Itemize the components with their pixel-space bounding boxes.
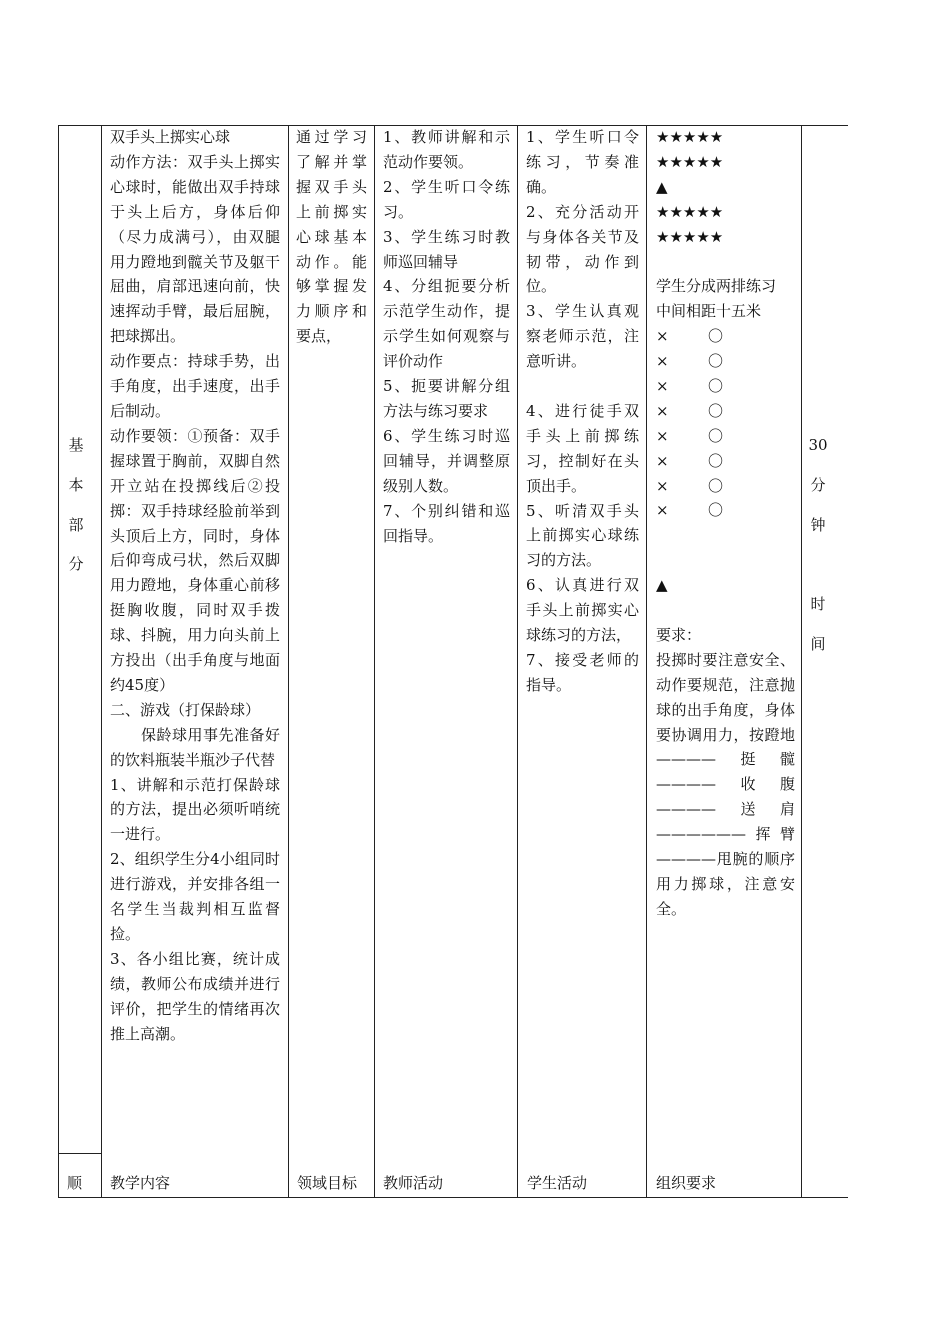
student-o-marker: 〇	[708, 401, 724, 420]
student-x-marker: ×	[656, 451, 669, 470]
pair-row	[656, 449, 795, 474]
time-label-char: 时	[810, 595, 826, 614]
formation-note-line: 中间相距十五米	[656, 302, 762, 321]
time-label	[808, 418, 828, 672]
student-o-marker: 〇	[708, 352, 724, 371]
student-step: 6、认真进行双手头上前掷实心球练习的方法，	[526, 576, 639, 645]
column-divider-4	[517, 125, 518, 1198]
header-organization: 组织要求	[656, 1174, 717, 1192]
content-paragraph: 2、组织学生分4小组同时进行游戏，并安排各组一名学生当裁判相互监督捡。	[110, 850, 280, 943]
column-divider-6	[801, 125, 802, 1198]
requirement-title: 要求：	[656, 625, 702, 644]
student-step: 1、学生听口令练习，节奏准确。	[526, 128, 639, 196]
student-step: 4、进行徒手双手头上前掷练习，控制好在头顶出手。	[526, 401, 639, 495]
time-label-char: 分	[810, 475, 826, 494]
pair-row	[656, 349, 795, 374]
formation-row: ★★★★★	[656, 128, 724, 146]
content-paragraph: 双手头上掷实心球	[110, 128, 231, 146]
time-label-char: 30	[808, 436, 828, 454]
formation-row: ★★★★★	[656, 227, 724, 246]
student-o-marker: 〇	[708, 377, 724, 396]
teaching-content	[110, 125, 280, 1047]
time-label-char: 间	[810, 635, 826, 654]
table-bottom-border	[58, 1197, 848, 1198]
content-paragraph: 动作方法：双手头上掷实心球时，能做出双手持球于头上后方，身体后仰（尽力成满弓），由双腿用力蹬地到髋关节及躯干屈曲，肩部迅速向前，快速挥动手臂，最后屈腕，把球掷出。	[110, 152, 280, 346]
header-student-activity: 学生活动	[527, 1174, 588, 1192]
content-paragraph: 保龄球用事先准备好的饮料瓶装半瓶沙子代替	[110, 725, 280, 769]
content-paragraph: 二、游戏（打保龄球）	[110, 700, 261, 719]
student-x-marker: ×	[656, 352, 669, 371]
student-o-marker: 〇	[708, 451, 724, 470]
formation-diagram	[656, 125, 795, 250]
section-label-char: 基	[68, 436, 84, 454]
content-paragraph: 3、各小组比赛，统计成绩，教师公布成绩并进行评价，把学生的情绪再次推上高潮。	[110, 949, 280, 1043]
requirement-text: 投掷时要注意安全、动作要规范，注意抛球的出手角度，身体要协调用力，按蹬地————挺髋————收腹————送肩——————挥臂————甩腕的顺序用力掷球，注意安全。	[656, 650, 795, 918]
section-label-char: 部	[68, 515, 84, 534]
student-o-marker: 〇	[708, 327, 724, 346]
formation-note-line: 学生分成两排练习	[656, 277, 777, 296]
teacher-step: 7、个别纠错和巡回指导。	[383, 501, 510, 545]
domain-goal	[296, 125, 367, 349]
student-step: 5、听清双手头上前掷实心球练习的方法。	[526, 501, 639, 570]
column-divider-5	[646, 125, 647, 1198]
student-x-marker: ×	[656, 476, 669, 495]
teacher-step: 5、扼要讲解分组方法与练习要求	[383, 377, 510, 420]
content-paragraph: 动作要点：持球手势，出手角度，出手速度，出手后制动。	[110, 352, 280, 420]
student-step: 3、学生认真观察老师示范，注意听讲。	[526, 302, 639, 371]
teacher-step: 2、学生听口令练习。	[383, 177, 510, 221]
column-divider-1	[101, 125, 102, 1198]
header-teaching-content: 教学内容	[110, 1174, 171, 1192]
student-step	[526, 374, 639, 399]
pair-row	[656, 374, 795, 399]
pair-row	[656, 474, 795, 499]
student-step: 7、接受老师的指导。	[526, 651, 639, 694]
student-step: 2、充分活动开与身体各关节及韧带，动作到位。	[526, 202, 639, 296]
pair-row	[656, 424, 795, 449]
teacher-step: 4、分组扼要分析示范学生动作，提示学生如何观察与评价动作	[383, 277, 510, 371]
pair-row	[656, 399, 795, 424]
pair-row	[656, 498, 795, 523]
header-teacher-activity: 教师活动	[383, 1174, 444, 1192]
content-paragraph: 动作要领：①预备：双手握球置于胸前，双脚自然开立站在投掷线后②投掷：双手持球经脸前举到头顶后上方，同时，身体后仰弯成弓状，然后双脚用力蹬地，身体重心前移挺胸收腹，同时双手拨球、抖腕，用力向头前上方投出（出手角度与地面约45度）	[110, 426, 280, 694]
table-left-border	[58, 125, 59, 1198]
teacher-position-marker: ▲	[656, 576, 668, 595]
teacher-activity	[383, 125, 510, 548]
student-x-marker: ×	[656, 501, 669, 520]
organization-requirements	[656, 125, 795, 922]
header-order: 顺	[67, 1174, 83, 1192]
student-activity	[526, 125, 639, 698]
pair-row	[656, 324, 795, 349]
pairing-diagram	[656, 324, 795, 523]
teacher-step: 3、学生练习时教师巡回辅导	[383, 227, 510, 271]
student-x-marker: ×	[656, 377, 669, 396]
formation-row: ★★★★★	[656, 202, 724, 221]
student-o-marker: 〇	[708, 426, 724, 445]
student-x-marker: ×	[656, 327, 669, 346]
time-label-char	[808, 552, 828, 577]
goal-text: 通过学习了解并掌握双手头上前掷实心球基本动作。能够掌握发力顺序和要点，	[296, 128, 367, 346]
student-o-marker: 〇	[708, 476, 724, 495]
order-column-divider	[58, 1153, 101, 1154]
student-o-marker: 〇	[708, 501, 724, 520]
teacher-step: 1、教师讲解和示范动作要领。	[383, 128, 510, 171]
student-x-marker: ×	[656, 401, 669, 420]
column-divider-2	[288, 125, 289, 1198]
column-divider-3	[374, 125, 375, 1198]
formation-note	[656, 274, 795, 324]
section-label-char: 本	[68, 475, 84, 494]
teacher-step: 6、学生练习时巡回辅导，并调整原级别人数。	[383, 426, 510, 495]
section-label-char: 分	[68, 555, 84, 574]
content-paragraph: 1、讲解和示范打保龄球的方法，提出必须听哨统一进行。	[110, 775, 280, 844]
time-label-char: 钟	[810, 515, 826, 534]
header-domain-goal: 领域目标	[297, 1174, 358, 1192]
formation-row: ▲	[656, 177, 668, 196]
section-label	[66, 418, 86, 592]
student-x-marker: ×	[656, 426, 669, 445]
formation-row: ★★★★★	[656, 152, 724, 171]
